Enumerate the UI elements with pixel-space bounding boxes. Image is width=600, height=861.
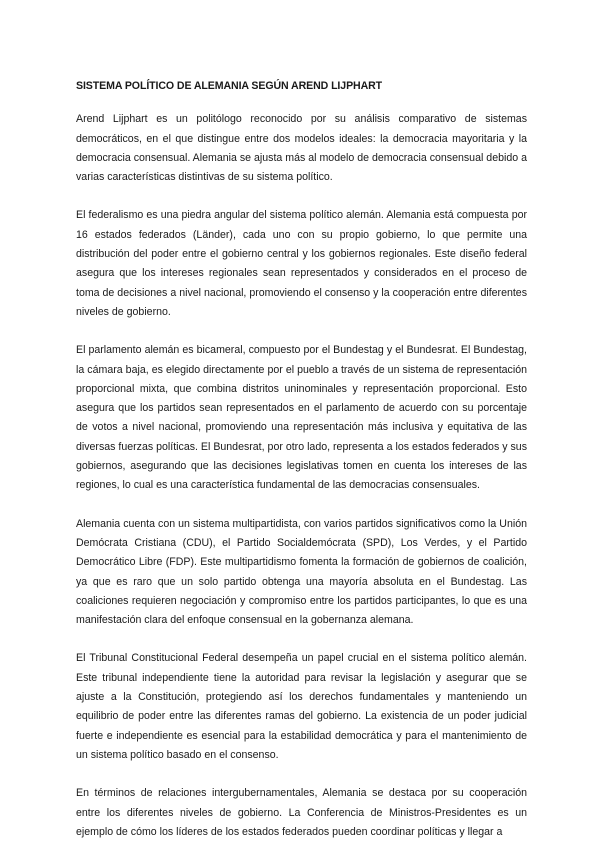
document-body <box>76 77 527 861</box>
paragraph-intergovernmental: En términos de relaciones intergubernamentales, Alemania se destaca por su cooperación entre los diferentes niveles de gobierno. La Conferencia de Ministros-Presidentes es un ejemplo de cómo los líderes de los estados federados pueden coordinar políticas y llegar a <box>76 787 527 838</box>
paragraph-constitutional-court: El Tribunal Constitucional Federal desempeña un papel crucial en el sistema político alemán. Este tribunal independiente tiene la autoridad para revisar la legislación y asegurar que se ajuste a la Constitución, protegiendo así los derechos fundamentales y manteniendo un equilibrio de poder entre las diferentes ramas del gobierno. La existencia de un poder judicial fuerte e independiente es esencial para la estabilidad democrática y para el mantenimiento de un sistema político basado en el consenso. <box>76 652 527 761</box>
paragraph-multiparty: Alemania cuenta con un sistema multipartidista, con varios partidos significativos como la Unión Demócrata Cristiana (CDU), el Partido Socialdemócrata (SPD), Los Verdes, y el Partido Democrático Libre (FDP). Este multipartidismo fomenta la formación de gobiernos de coalición, ya que es raro que un solo partido obtenga una mayoría absoluta en el Bundestag. Las coaliciones requieren negociación y compromiso entre los partidos participantes, lo que es una manifestación clara del enfoque consensual en la gobernanza alemana. <box>76 517 527 627</box>
paragraph-parliament: El parlamento alemán es bicameral, compuesto por el Bundestag y el Bundesrat. El Bundestag, la cámara baja, es elegido directamente por el pueblo a través de un sistema de representación proporcional mixta, que combina distritos uninominales y representación proporcional. Esto asegura que los partidos sean representados en el parlamento de acuerdo con su porcentaje de votos a nivel nacional, promoviendo una representación más inclusiva y equitativa de las diversas fuerzas políticas. El Bundesrat, por otro lado, representa a los estados federados y sus gobiernos, asegurando que las decisiones legislativas tomen en cuenta los intereses de las regiones, lo cual es una característica fundamental de las democracias consensuales. <box>76 344 527 492</box>
paragraph-federalism: El federalismo es una piedra angular del sistema político alemán. Alemania está compuesta por 16 estados federados (Länder), cada uno con su propio gobierno, lo que permite una distribución del poder entre el gobierno central y los gobiernos regionales. Este diseño federal asegura que los intereses regionales sean representados y considerados en el proceso de toma de decisiones a nivel nacional, promoviendo el consenso y la cooperación entre diferentes niveles de gobierno. <box>76 209 527 318</box>
document-title: SISTEMA POLÍTICO DE ALEMANIA SEGÚN AREND LIJPHART <box>76 80 383 92</box>
paragraph-introduction: Arend Lijphart es un politólogo reconocido por su análisis comparativo de sistemas democráticos, en el que distingue entre dos modelos ideales: la democracia mayoritaria y la democracia consensual. Alemania se ajusta más al modelo de democracia consensual debido a varias características distintivas de su sistema político. <box>76 113 527 184</box>
